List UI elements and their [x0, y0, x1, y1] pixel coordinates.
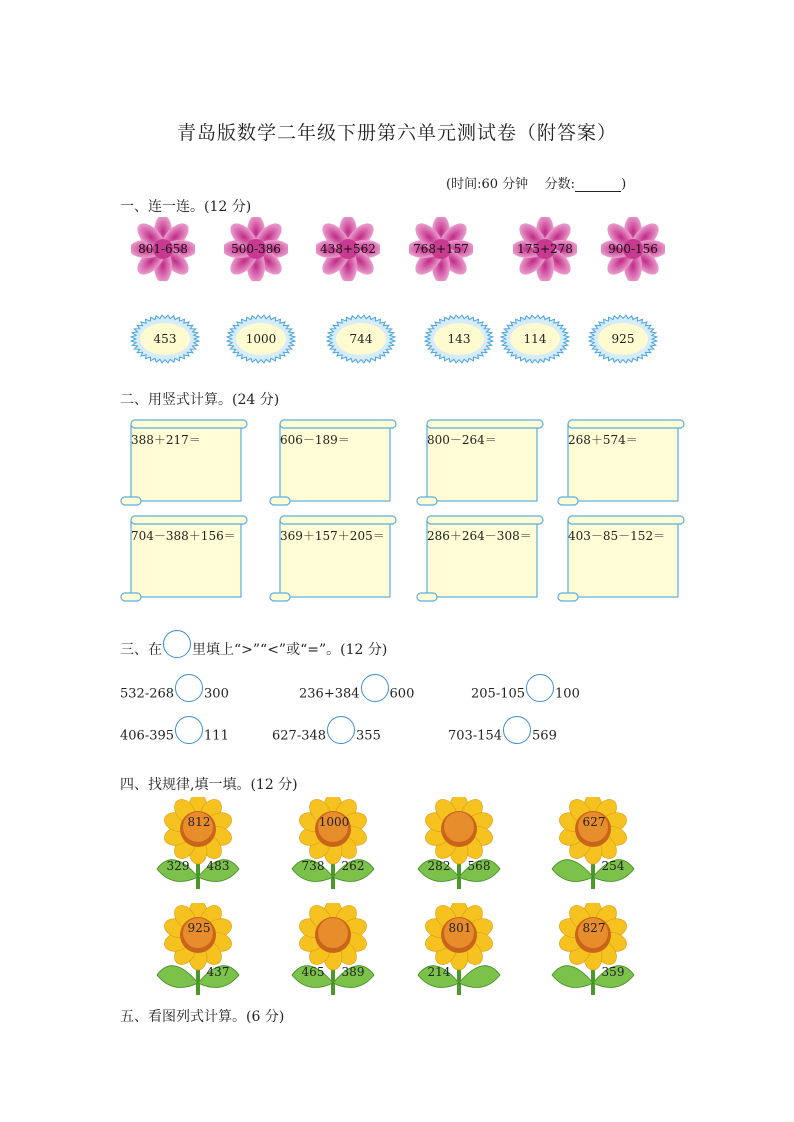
section4-heading: 四、找规律,填一填。(12 分) [120, 777, 298, 793]
circle-icon [163, 630, 191, 658]
expression-flower[interactable] [316, 217, 380, 281]
comparison-right: 300 [204, 686, 229, 702]
sunflower-right-leaf[interactable]: 483 [206, 859, 230, 873]
comparison-right: 600 [389, 686, 415, 702]
comparison-item [448, 722, 557, 750]
answer-label: 114 [523, 332, 547, 346]
section5-heading: 五、看图列式计算。(6 分) [120, 1009, 285, 1025]
sunflower-center[interactable]: 925 [187, 921, 211, 935]
sunflower-right-leaf[interactable]: 389 [341, 965, 365, 979]
problem-label: 800－264＝ [427, 433, 497, 447]
sunflower-left-leaf[interactable]: 465 [301, 965, 325, 979]
sunflower-center[interactable]: 812 [187, 815, 211, 829]
comparison-right: 111 [204, 728, 229, 744]
answer-label: 744 [349, 332, 373, 346]
expression-label: 438+562 [320, 242, 376, 256]
comparison-left: 532-268 [120, 686, 175, 702]
calculation-card[interactable] [119, 515, 245, 607]
sunflower-right-leaf[interactable]: 254 [601, 859, 625, 873]
calculation-card[interactable] [268, 515, 394, 607]
section3-heading-pre: 三、在 [120, 642, 162, 658]
answer-label: 1000 [245, 332, 277, 346]
answer-circle[interactable] [503, 716, 531, 744]
answer-circle[interactable] [175, 674, 203, 702]
answer-badge[interactable] [326, 314, 396, 364]
sunflower-center[interactable]: 1000 [318, 815, 350, 829]
comparison-left: 627-348 [272, 728, 327, 744]
sunflower-left-leaf[interactable]: 282 [427, 859, 451, 873]
sunflower-left-leaf[interactable]: 738 [301, 859, 325, 873]
sunflower [548, 903, 638, 995]
expression-label: 900-156 [608, 242, 658, 256]
sunflower [288, 903, 378, 995]
calculation-card[interactable] [556, 419, 682, 511]
expression-label: 175+278 [517, 242, 573, 256]
sunflower [288, 797, 378, 889]
score-label: 分数: [544, 177, 576, 192]
problem-label: 268＋574＝ [568, 433, 638, 447]
expression-label: 801-658 [138, 242, 188, 256]
sunflower-center[interactable]: 627 [582, 815, 606, 829]
comparison-item [471, 680, 580, 708]
sunflower-center[interactable]: 827 [582, 921, 606, 935]
expression-label: 500-386 [231, 242, 281, 256]
answer-badge[interactable] [588, 314, 658, 364]
problem-label: 286＋264－308＝ [427, 529, 532, 543]
answer-badge[interactable] [226, 314, 296, 364]
answer-circle[interactable] [327, 716, 355, 744]
sunflower-right-leaf[interactable]: 437 [206, 965, 230, 979]
sunflower [548, 797, 638, 889]
expression-flower[interactable] [409, 217, 473, 281]
expression-flower[interactable] [224, 217, 288, 281]
sunflower-left-leaf[interactable]: 329 [166, 859, 190, 873]
comparison-item [120, 722, 229, 750]
expression-flower[interactable] [601, 217, 665, 281]
calculation-card[interactable] [415, 515, 541, 607]
calculation-card[interactable] [556, 515, 682, 607]
calculation-card[interactable] [415, 419, 541, 511]
calculation-card[interactable] [268, 419, 394, 511]
problem-label: 606－189＝ [280, 433, 350, 447]
comparison-left: 236+384 [299, 686, 360, 702]
sunflower [414, 903, 504, 995]
sunflower [153, 903, 243, 995]
section3-heading-post: 里填上“>”“<”或“=”。(12 分) [192, 642, 388, 658]
answer-badge[interactable] [424, 314, 494, 364]
section3-heading [120, 636, 387, 664]
comparison-left: 406-395 [120, 728, 175, 744]
score-blank[interactable] [575, 179, 621, 192]
calculation-card[interactable] [119, 419, 245, 511]
expression-label: 768+157 [413, 242, 469, 256]
problem-label: 403－85－152＝ [568, 529, 666, 543]
answer-label: 453 [153, 332, 177, 346]
section2-heading: 二、用竖式计算。(24 分) [120, 392, 280, 408]
expression-flower[interactable] [513, 217, 577, 281]
comparison-item [299, 680, 414, 708]
comparison-right: 569 [532, 728, 557, 744]
meta-close: ) [621, 177, 627, 192]
answer-label: 143 [447, 332, 471, 346]
comparison-item [120, 680, 229, 708]
time-limit: (时间:60 分钟 [446, 177, 529, 192]
answer-circle[interactable] [526, 674, 554, 702]
problem-label: 704－388＋156＝ [131, 529, 236, 543]
comparison-left: 703-154 [448, 728, 503, 744]
comparison-item [272, 722, 381, 750]
exam-meta [446, 173, 626, 192]
answer-circle[interactable] [175, 716, 203, 744]
answer-label: 925 [611, 332, 635, 346]
comparison-right: 355 [356, 728, 381, 744]
sunflower-left-leaf[interactable]: 214 [427, 965, 451, 979]
comparison-right: 100 [555, 686, 580, 702]
expression-flower[interactable] [131, 217, 195, 281]
answer-circle[interactable] [361, 674, 389, 702]
answer-badge[interactable] [130, 314, 200, 364]
problem-label: 369＋157＋205＝ [280, 529, 385, 543]
problem-label: 388＋217＝ [131, 433, 201, 447]
sunflower-right-leaf[interactable]: 568 [467, 859, 491, 873]
sunflower-right-leaf[interactable]: 359 [601, 965, 625, 979]
sunflower-center[interactable]: 801 [448, 921, 472, 935]
sunflower [153, 797, 243, 889]
answer-badge[interactable] [500, 314, 570, 364]
page-title: 青岛版数学二年级下册第六单元测试卷（附答案） [176, 122, 617, 144]
sunflower [414, 797, 504, 889]
comparison-left: 205-105 [471, 686, 526, 702]
section1-heading: 一、连一连。(12 分) [120, 199, 252, 215]
sunflower-right-leaf[interactable]: 262 [341, 859, 365, 873]
